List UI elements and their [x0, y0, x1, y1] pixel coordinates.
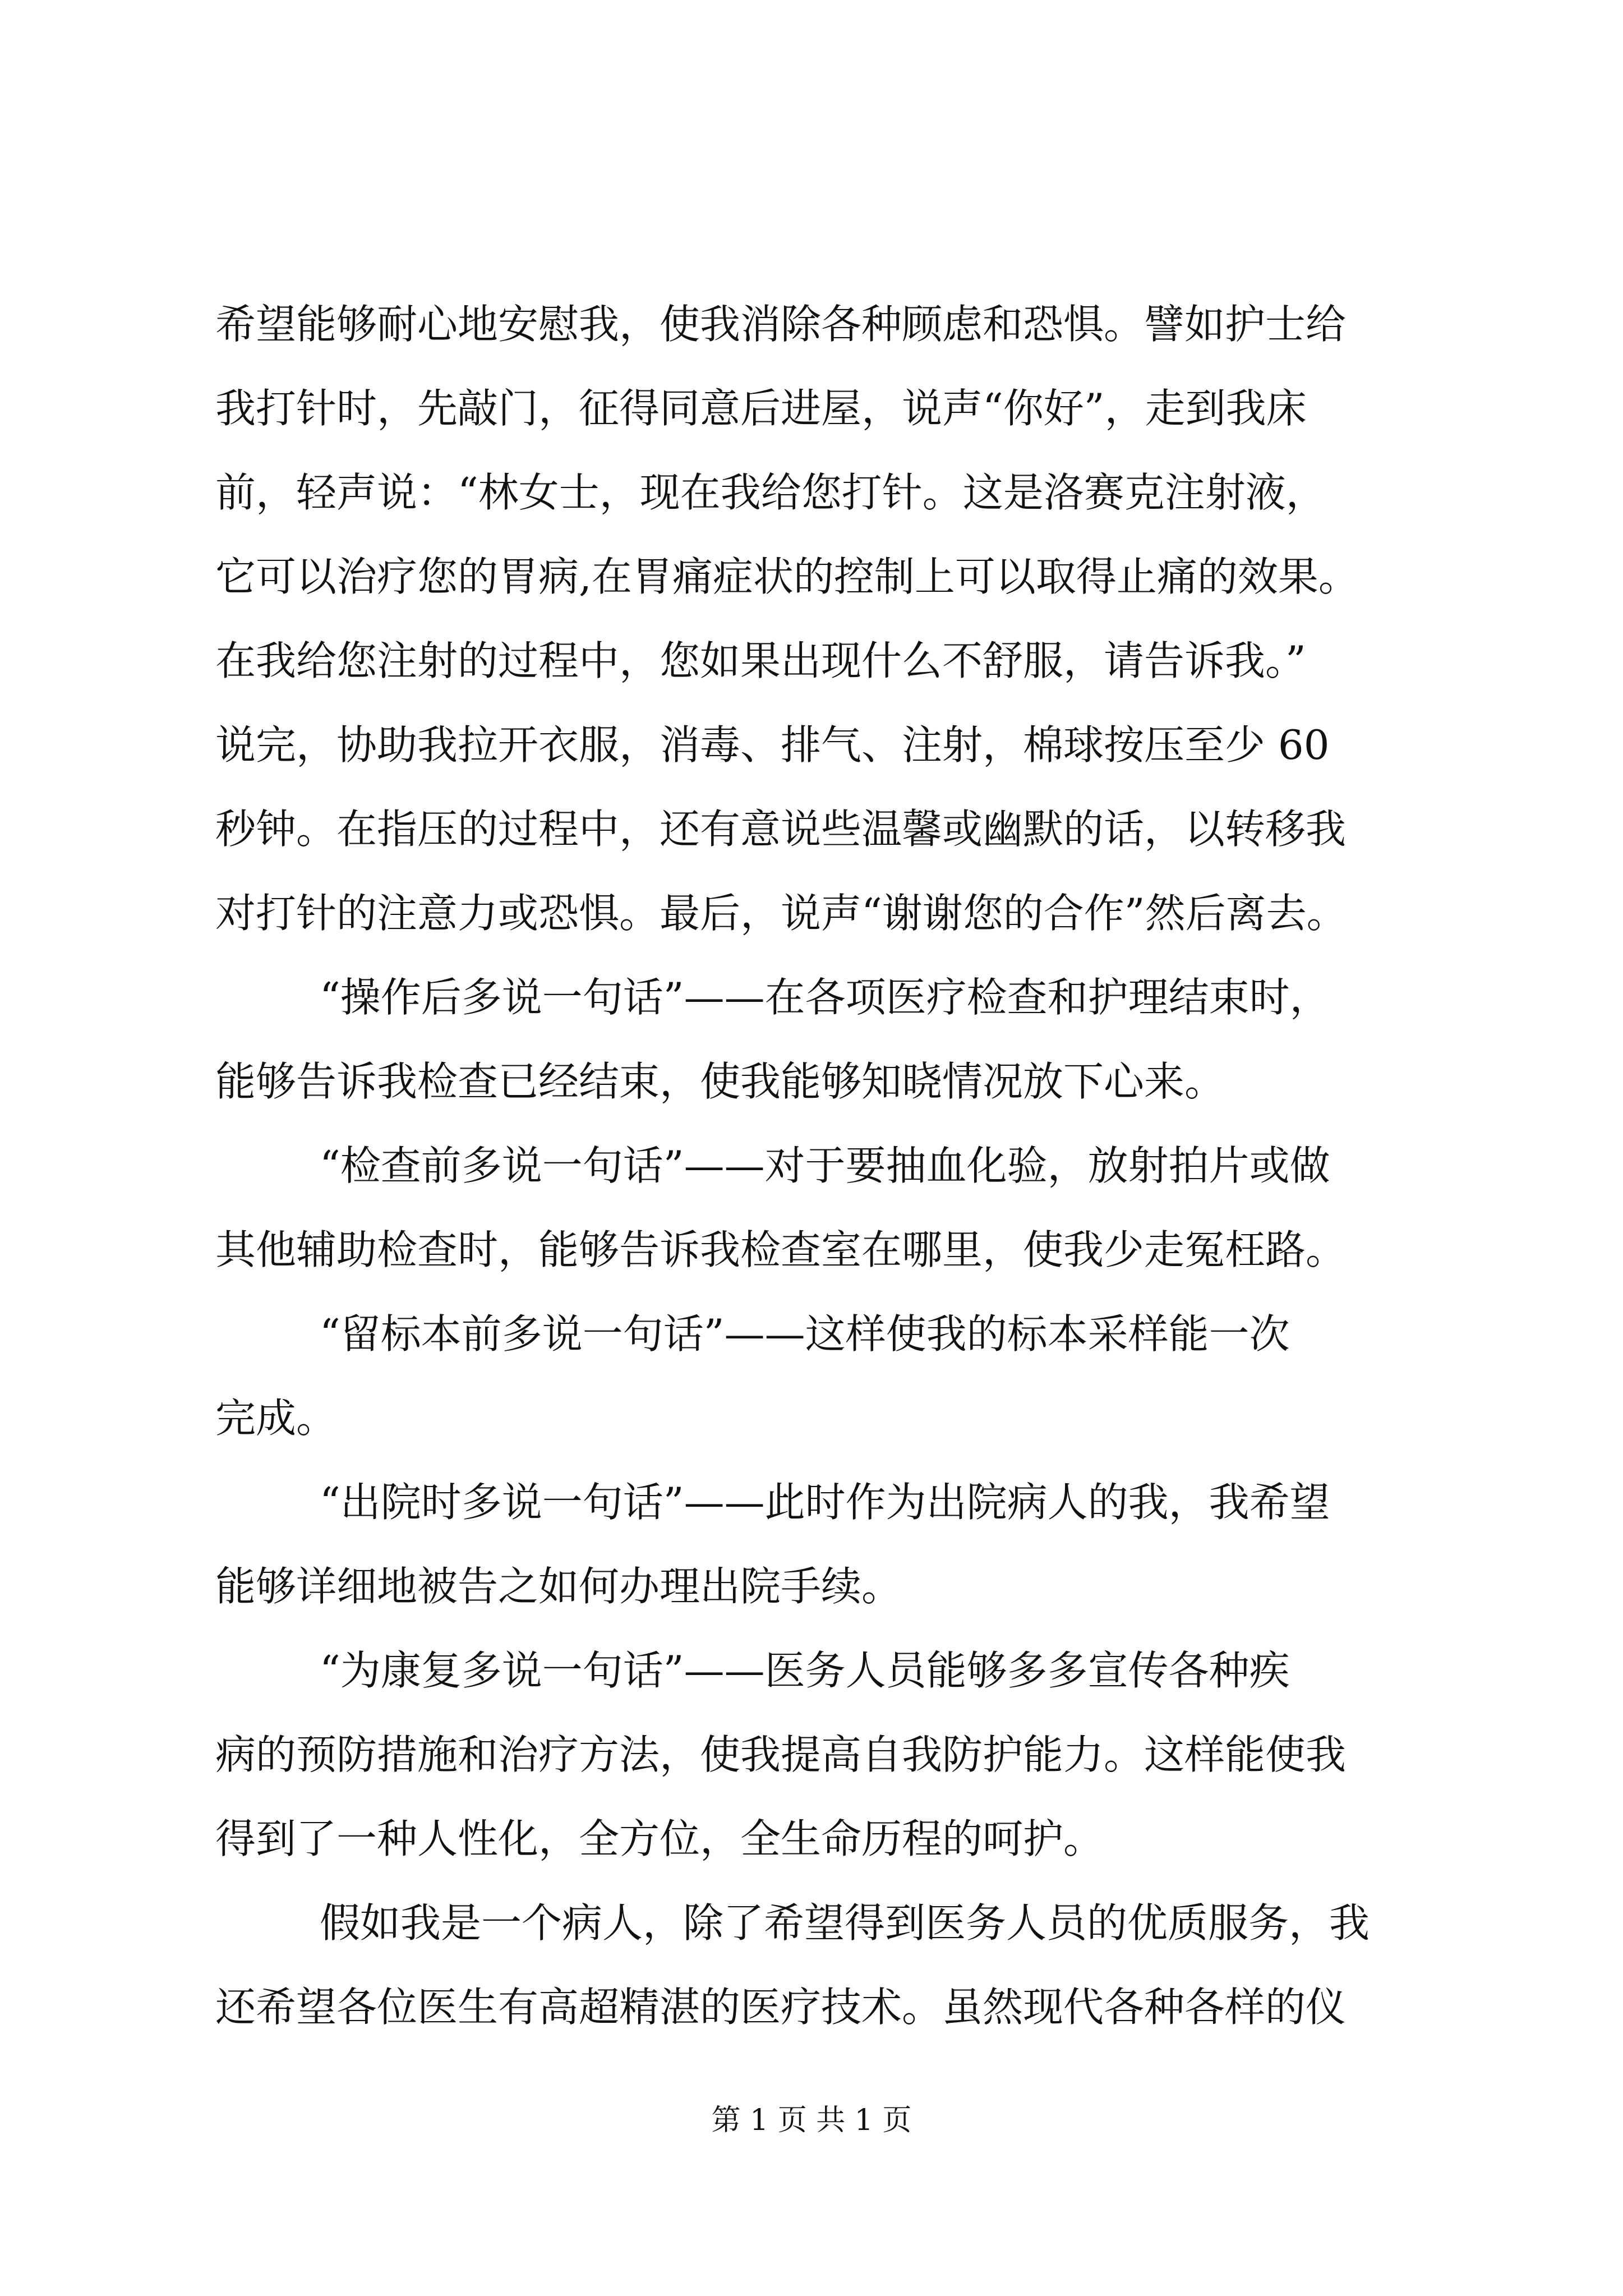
paragraph-start-line: “出院时多说一句话”——此时作为出院病人的我，我希望	[320, 1479, 1330, 1526]
text-line: 在我给您注射的过程中，您如果出现什么不舒服，请告诉我。”	[215, 637, 1306, 684]
paragraph-start-line: “检查前多说一句话”——对于要抽血化验，放射拍片或做	[320, 1142, 1330, 1189]
text-line: 完成。	[215, 1395, 337, 1442]
text-line: 秒钟。在指压的过程中，还有意说些温馨或幽默的话，以转移我	[215, 806, 1347, 853]
text-line: 我打针时，先敲门，征得同意后进屋，说声“你好”，走到我床	[215, 385, 1307, 432]
paragraph-start-line: “留标本前多说一句话”——这样使我的标本采样能一次	[320, 1310, 1290, 1358]
text-line: 能够告诉我检查已经结束，使我能够知晓情况放下心来。	[215, 1058, 1225, 1105]
paragraph-start-line: 假如我是一个病人，除了希望得到医务人员的优质服务，我	[320, 1899, 1370, 1947]
paragraph-start-line: “为康复多说一句话”——医务人员能够多多宣传各种疾	[320, 1647, 1290, 1694]
text-line: 还希望各位医生有高超精湛的医疗技术。虽然现代各种各样的仪	[215, 1984, 1347, 2031]
text-line: 能够详细地被告之如何办理出院手续。	[215, 1563, 902, 1610]
text-line: 得到了一种人性化，全方位，全生命历程的呵护。	[215, 1815, 1104, 1862]
text-line: 前，轻声说：“林女士，现在我给您打针。这是洛赛克注射液，	[215, 469, 1326, 516]
page-footer: 第 1 页 共 1 页	[711, 2104, 912, 2137]
text-line: 说完，协助我拉开衣服，消毒、排气、注射，棉球按压至少 60	[215, 721, 1330, 769]
text-line: 它可以治疗您的胃病,在胃痛症状的控制上可以取得止痛的效果。	[215, 553, 1359, 600]
paragraph-start-line: “操作后多说一句话”——在各项医疗检查和护理结束时，	[320, 974, 1330, 1021]
text-line: 对打针的注意力或恐惧。最后，说声“谢谢您的合作”然后离去。	[215, 890, 1347, 937]
text-line: 病的预防措施和治疗方法，使我提高自我防护能力。这样能使我	[215, 1731, 1347, 1778]
text-line: 希望能够耐心地安慰我，使我消除各种顾虑和恐惧。譬如护士给	[215, 301, 1347, 348]
text-line: 其他辅助检查时，能够告诉我检查室在哪里，使我少走冤枉路。	[215, 1226, 1347, 1273]
